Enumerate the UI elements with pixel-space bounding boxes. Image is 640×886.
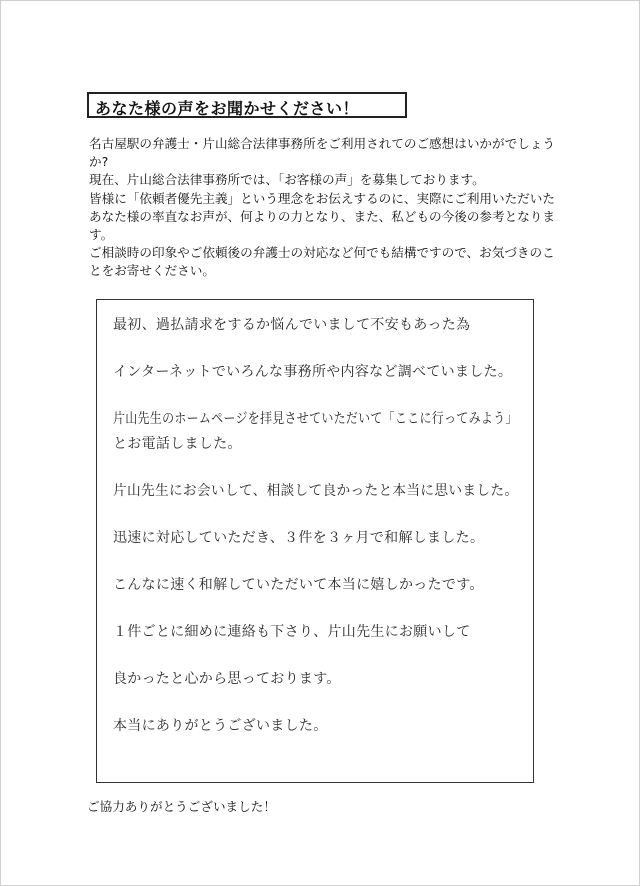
intro-paragraph: ご相談時の印象やご依頼後の弁護士の対応など何でも結構ですので、お気づきのことをお寄せください。 <box>89 245 555 279</box>
handwritten-line: インターネットでいろんな事務所や内容など調べていました。 <box>113 364 513 380</box>
page-title: あなた様の声をお聞かせください！ <box>95 99 360 118</box>
handwritten-line: 良かったと心から思っております。 <box>113 671 341 687</box>
handwritten-line: 片山先生のホームページを拝見させていただいて「ここに行ってみよう」 <box>113 411 518 427</box>
handwritten-line: 片山先生にお会いして、相談して良かったと本当に思いました。 <box>113 483 519 499</box>
handwritten-line: こんなに速く和解していただいて本当に嬉しかったです。 <box>113 577 484 593</box>
handwritten-line: 本当にありがとうございました。 <box>113 718 328 734</box>
handwritten-line: １件ごとに細めに連絡も下さり、片山先生にお願いして <box>113 624 471 640</box>
thanks-footer: ご協力ありがとうございました！ <box>87 799 276 814</box>
handwritten-answer <box>113 313 531 739</box>
intro-paragraph: 名古屋駅の弁護士・片山総合法律事務所をご利用されてのご感想はいかがでしょうか? <box>89 136 555 170</box>
handwritten-line: 迅速に対応していただき、３件を３ヶ月で和解しました。 <box>113 530 485 546</box>
title-box <box>87 92 407 118</box>
handwritten-line: とお電話しました。 <box>113 436 242 452</box>
intro-text <box>89 135 559 281</box>
handwritten-line: 最初、過払請求をするか悩んでいまして不安もあった為 <box>113 317 471 333</box>
intro-paragraph: 皆様に「依頼者優先主義」という理念をお伝えするのに、実際にご利用いただいたあなた様の率直なお声が、何よりの力となり、また、私どもの今後の参考となります。 <box>89 190 555 243</box>
intro-paragraph: 現在、片山総合法律事務所では、「お客様の声」を募集しております。 <box>89 172 485 188</box>
